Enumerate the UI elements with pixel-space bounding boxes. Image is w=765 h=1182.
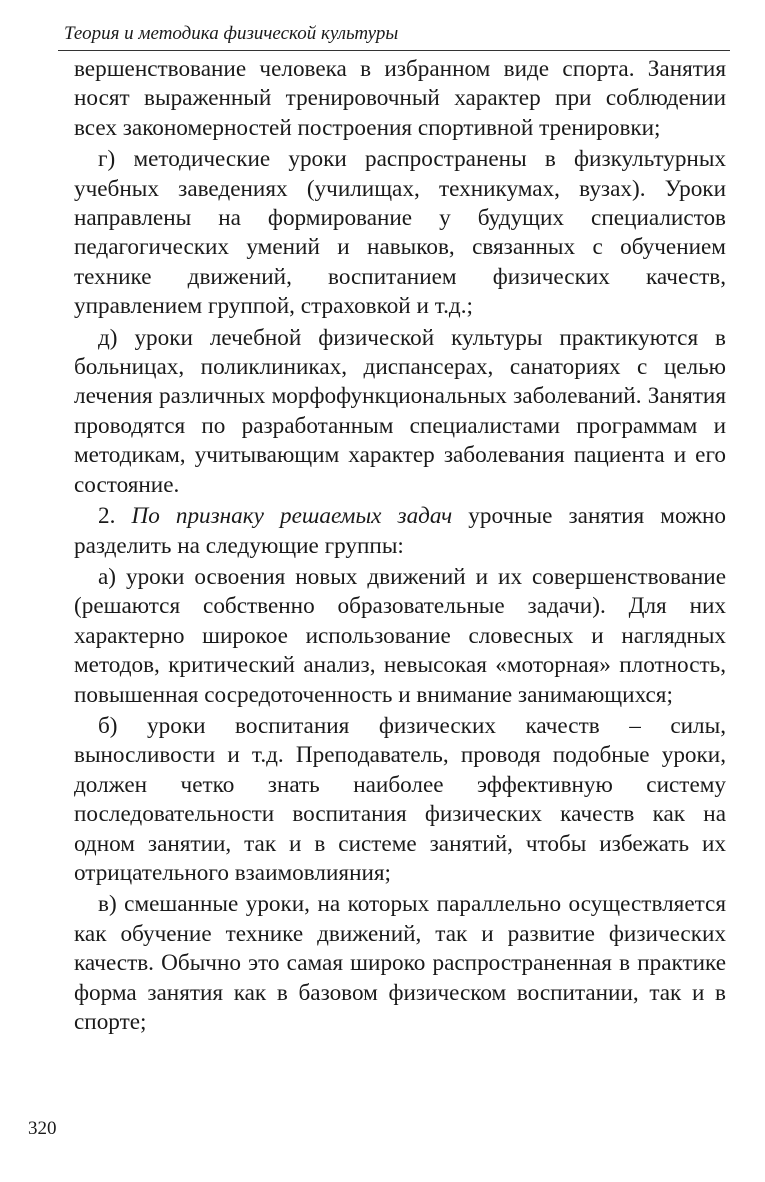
body-text: [74, 55, 726, 1037]
paragraph-mixed-lessons: в) смешанные уроки, на которых параллельно осуществляется как обучение технике движений, так и развитие физических качеств. Обычно это самая широко распространенная в практике форма занятия как в базовом физическом воспитании, так и в спорте;: [74, 891, 726, 1035]
page-number: 320: [28, 1118, 57, 1139]
list-number: 2.: [98, 503, 132, 530]
paragraph-therapeutic-lessons: д) уроки лечебной физической культуры практикуются в больницах, поликлиниках, диспансерах, санаториях с целью лечения различных морфофункциональных заболеваний. Занятия проводятся по разработанным специалистами программам и методикам, учитывающим характер заболевания пациента и его состояние.: [74, 324, 726, 498]
paragraph-classification-by-tasks: [74, 502, 726, 561]
paragraph-methodical-lessons: г) методические уроки распространены в физкультурных учебных заведениях (училищах, техникумах, вузах). Уроки направлены на формирование у будущих специалистов педагогических умений и навыков, связанных с обучением технике движений, воспитанием физических качеств, управлением группой, страховкой и т.д.;: [74, 146, 726, 320]
paragraph-new-movements-lessons: а) уроки освоения новых движений и их совершенствование (решаются собственно образовательные задачи). Для них характерно широкое использование словесных и наглядных методов, критический анализ, невысокая «моторная» плотность, повышенная сосредоточенность и внимание занимающихся;: [74, 563, 726, 708]
running-head: Теория и методика физической культуры: [64, 23, 399, 44]
paragraph-text: урочные занятия можно разделить на следующие группы:: [74, 503, 726, 559]
paragraph-continued: вершенствование человека в избранном виде спорта. Занятия носят выраженный тренировочный характер при соблюдении всех закономерностей построения спортивной тренировки;: [74, 56, 726, 141]
paragraph-physical-qualities-lessons: б) уроки воспитания физических качеств – силы, выносливости и т.д. Преподаватель, проводя подобные уроки, должен четко знать наиболее эффективную систему последовательности воспитания физических качеств как на одном занятии, так и в системе занятий, чтобы избежать их отрицательного взаимовлияния;: [74, 712, 726, 886]
italic-term: По признаку решаемых задач: [131, 503, 453, 530]
header-rule: [58, 50, 730, 51]
